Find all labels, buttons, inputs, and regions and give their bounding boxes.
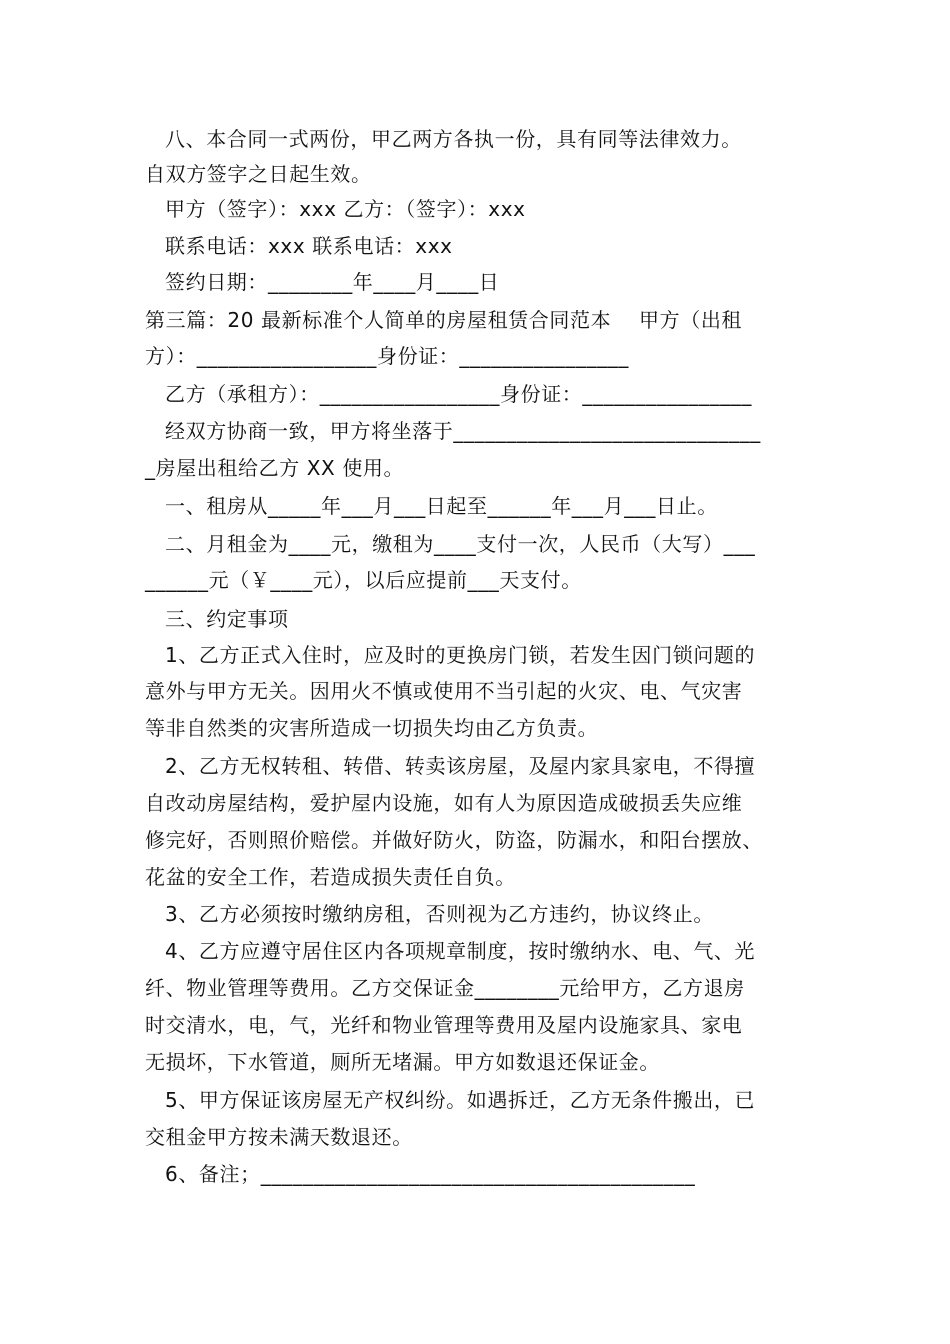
text-line: 签约日期：________年____月____日 xyxy=(165,270,500,294)
text-line: _房屋出租给乙方 XX 使用。 xyxy=(145,456,405,480)
text-line: 修完好，否则照价赔偿。并做好防火，防盗，防漏水，和阳台摆放、 xyxy=(145,828,763,852)
text-line: 经双方协商一致，甲方将坐落于_____________________________ xyxy=(165,419,761,443)
text-line: 纤、物业管理等费用。乙方交保证金________元给甲方，乙方退房 xyxy=(145,976,745,1000)
text-line: 第三篇：20 最新标准个人简单的房屋租赁合同范本 甲方（出租 xyxy=(145,308,743,332)
text-line: 时交清水，电，气，光纤和物业管理等费用及屋内设施家具、家电 xyxy=(145,1013,743,1037)
text-line: 八、本合同一式两份，甲乙两方各执一份，具有同等法律效力。 xyxy=(165,127,742,151)
text-line: 花盆的安全工作，若造成损失责任自负。 xyxy=(145,865,516,889)
text-line: 甲方（签字）：xxx 乙方：（签字）：xxx xyxy=(165,197,526,221)
text-line: 一、租房从_____年___月___日起至______年___月___日止。 xyxy=(165,494,718,518)
text-line: 联系电话：xxx 联系电话：xxx xyxy=(165,234,453,258)
text-line: 乙方（承租方）：_________________身份证：________________ xyxy=(165,382,752,406)
text-line: 2、乙方无权转租、转借、转卖该房屋，及屋内家具家电，不得擅 xyxy=(165,754,756,778)
text-line: 交租金甲方按未满天数退还。 xyxy=(145,1125,413,1149)
text-line: 1、乙方正式入住时，应及时的更换房门锁，若发生因门锁问题的 xyxy=(165,643,756,667)
text-line: 三、约定事项 xyxy=(165,607,289,631)
text-line: 方）：_________________身份证：________________ xyxy=(145,344,629,368)
text-line: 4、乙方应遵守居住区内各项规章制度，按时缴纳水、电、气、光 xyxy=(165,939,756,963)
text-line: 5、甲方保证该房屋无产权纠纷。如遇拆迁，乙方无条件搬出，已 xyxy=(165,1088,756,1112)
text-line: 自双方签字之日起生效。 xyxy=(145,162,372,186)
text-line: ______元（￥____元），以后应提前___天支付。 xyxy=(145,568,582,592)
text-line: 自改动房屋结构，爱护屋内设施，如有人为原因造成破损丢失应维 xyxy=(145,791,743,815)
text-line: 6、备注；_________________________________________ xyxy=(165,1162,696,1186)
text-line: 二、月租金为____元，缴租为____支付一次，人民币（大写）___ xyxy=(165,532,756,556)
text-line: 3、乙方必须按时缴纳房租，否则视为乙方违约，协议终止。 xyxy=(165,902,714,926)
text-line: 等非自然类的灾害所造成一切损失均由乙方负责。 xyxy=(145,716,599,740)
text-line: 无损坏，下水管道，厕所无堵漏。甲方如数退还保证金。 xyxy=(145,1050,660,1074)
text-line: 意外与甲方无关。因用火不慎或使用不当引起的火灾、电、气灾害 xyxy=(145,679,743,703)
